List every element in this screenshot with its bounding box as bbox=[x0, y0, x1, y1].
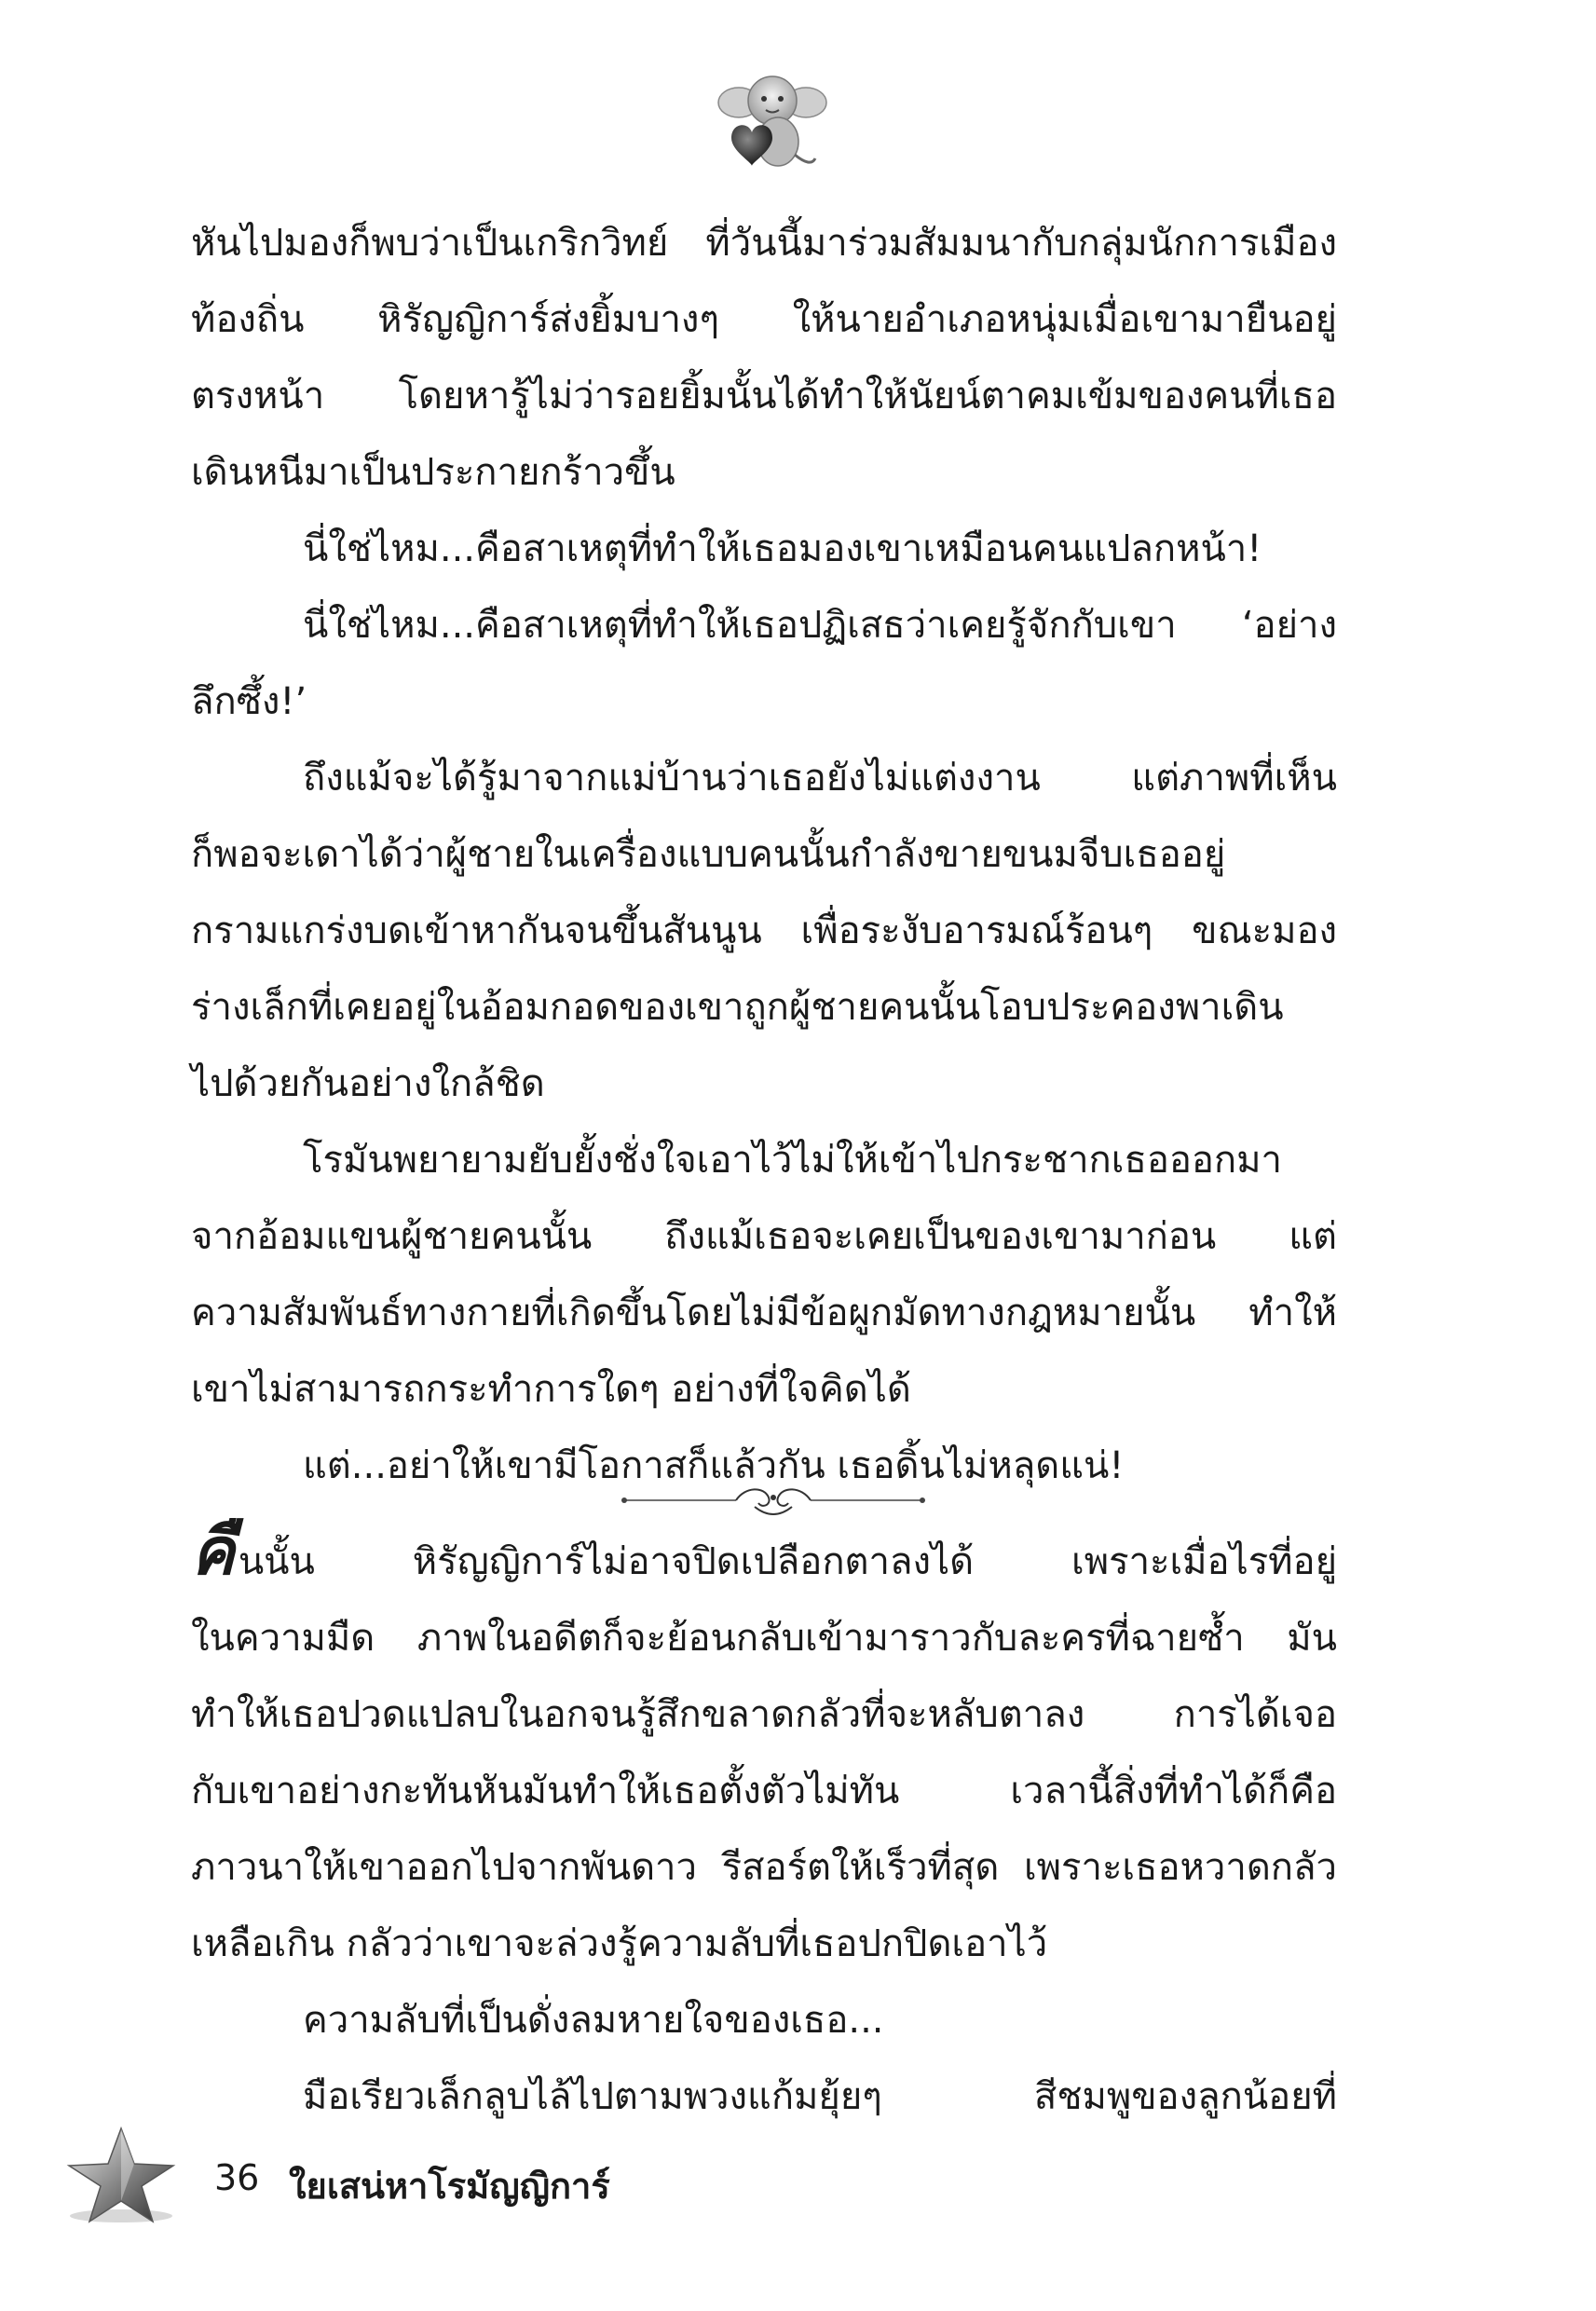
text-line: ลึกซึ้ง!’ bbox=[191, 680, 307, 723]
text-line: ถึงแม้จะได้รู้มาจากแม่บ้านว่าเธอยังไม่แต่งงาน แต่ภาพที่เห็น bbox=[303, 757, 1337, 800]
text-line: มือเรียวเล็กลูบไล้ไปตามพวงแก้มยุ้ยๆ สีชมพูของลูกน้อยที่ bbox=[303, 2075, 1337, 2118]
text-line: นนั้น หิรัญญิการ์ไม่อาจปิดเปลือกตาลงได้ เพราะเมื่อไรที่อยู่ bbox=[238, 1540, 1337, 1583]
text-line: ทำให้เธอปวดแปลบในอกจนรู้สึกขลาดกลัวที่จะหลับตาลง การได้เจอ bbox=[191, 1693, 1337, 1736]
drop-cap: คื bbox=[191, 1513, 235, 1590]
text-line: จากอ้อมแขนผู้ชายคนนั้น ถึงแม้เธอจะเคยเป็นของเขามาก่อน แต่ bbox=[191, 1215, 1337, 1258]
text-line: นี่ใช่ไหม...คือสาเหตุที่ทำให้เธอมองเขาเหมือนคนแปลกหน้า! bbox=[303, 527, 1262, 570]
text-line: ในความมืด ภาพในอดีตก็จะย้อนกลับเข้ามาราวกับละครที่ฉายซ้ำ มัน bbox=[191, 1617, 1337, 1660]
page-footer bbox=[56, 2125, 708, 2236]
text-line: ภาวนาให้เขาออกไปจากพันดาว รีสอร์ตให้เร็วที่สุด เพราะเธอหวาดกลัว bbox=[191, 1846, 1337, 1889]
text-line: ความสัมพันธ์ทางกายที่เกิดขึ้นโดยไม่มีข้อผูกมัดทางกฎหมายนั้น ทำให้ bbox=[191, 1292, 1337, 1334]
star-icon bbox=[56, 2125, 186, 2227]
page-number: 36 bbox=[214, 2157, 260, 2198]
text-line: กรามแกร่งบดเข้าหากันจนขึ้นสันนูน เพื่อระงับอารมณ์ร้อนๆ ขณะมอง bbox=[191, 909, 1337, 952]
text-line: เขาไม่สามารถกระทำการใดๆ อย่างที่ใจคิดได้ bbox=[191, 1368, 911, 1411]
text-line: ตรงหน้า โดยหารู้ไม่ว่ารอยยิ้มนั้นได้ทำให้นัยน์ตาคมเข้มของคนที่เธอ bbox=[191, 375, 1337, 417]
text-line: แต่...อย่าให้เขามีโอกาสก็แล้วกัน เธอดิ้นไม่หลุดแน่! bbox=[303, 1444, 1125, 1487]
ornament-divider-icon bbox=[615, 1477, 932, 1524]
body-text-top bbox=[191, 205, 1337, 1504]
text-line: กับเขาอย่างกะทันหันมันทำให้เธอตั้งตัวไม่ทัน เวลานี้สิ่งที่ทำได้ก็คือ bbox=[191, 1770, 1337, 1812]
text-line: ความลับที่เป็นดั่งลมหายใจของเธอ... bbox=[303, 1999, 884, 2042]
text-line: เหลือเกิน กลัวว่าเขาจะล่วงรู้ความลับที่เธอปกปิดเอาไว้ bbox=[191, 1922, 1048, 1965]
text-line: ไปด้วยกันอย่างใกล้ชิด bbox=[191, 1062, 545, 1105]
text-line: หันไปมองก็พบว่าเป็นเกริกวิทย์ ที่วันนี้มาร่วมสัมมนากับกลุ่มนักการเมือง bbox=[191, 222, 1337, 265]
text-line: ก็พอจะเดาได้ว่าผู้ชายในเครื่องแบบคนนั้นกำลังขายขนมจีบเธออยู่ bbox=[191, 833, 1226, 876]
text-line: เดินหนีมาเป็นประกายกร้าวขึ้น bbox=[191, 451, 675, 494]
body-text-bottom bbox=[191, 1513, 1337, 2135]
book-title: ใยเสน่หาโรมัญญิการ์ bbox=[289, 2166, 610, 2207]
text-line: ท้องถิ่น หิรัญญิการ์ส่งยิ้มบางๆ ให้นายอำเภอหนุ่มเมื่อเขามายืนอยู่ bbox=[191, 298, 1337, 341]
text-line: โรมันพยายามยับยั้งชั่งใจเอาไว้ไม่ให้เข้าไปกระชากเธอออกมา bbox=[303, 1139, 1282, 1182]
text-line: ร่างเล็กที่เคยอยู่ในอ้อมกอดของเขาถูกผู้ชายคนนั้นโอบประคองพาเดิน bbox=[191, 986, 1284, 1029]
text-line: นี่ใช่ไหม...คือสาเหตุที่ทำให้เธอปฏิเสธว่าเคยรู้จักกับเขา ‘อย่าง bbox=[303, 604, 1337, 647]
cupid-heart-icon bbox=[703, 65, 834, 177]
text-line-with-dropcap bbox=[191, 1513, 1337, 1600]
